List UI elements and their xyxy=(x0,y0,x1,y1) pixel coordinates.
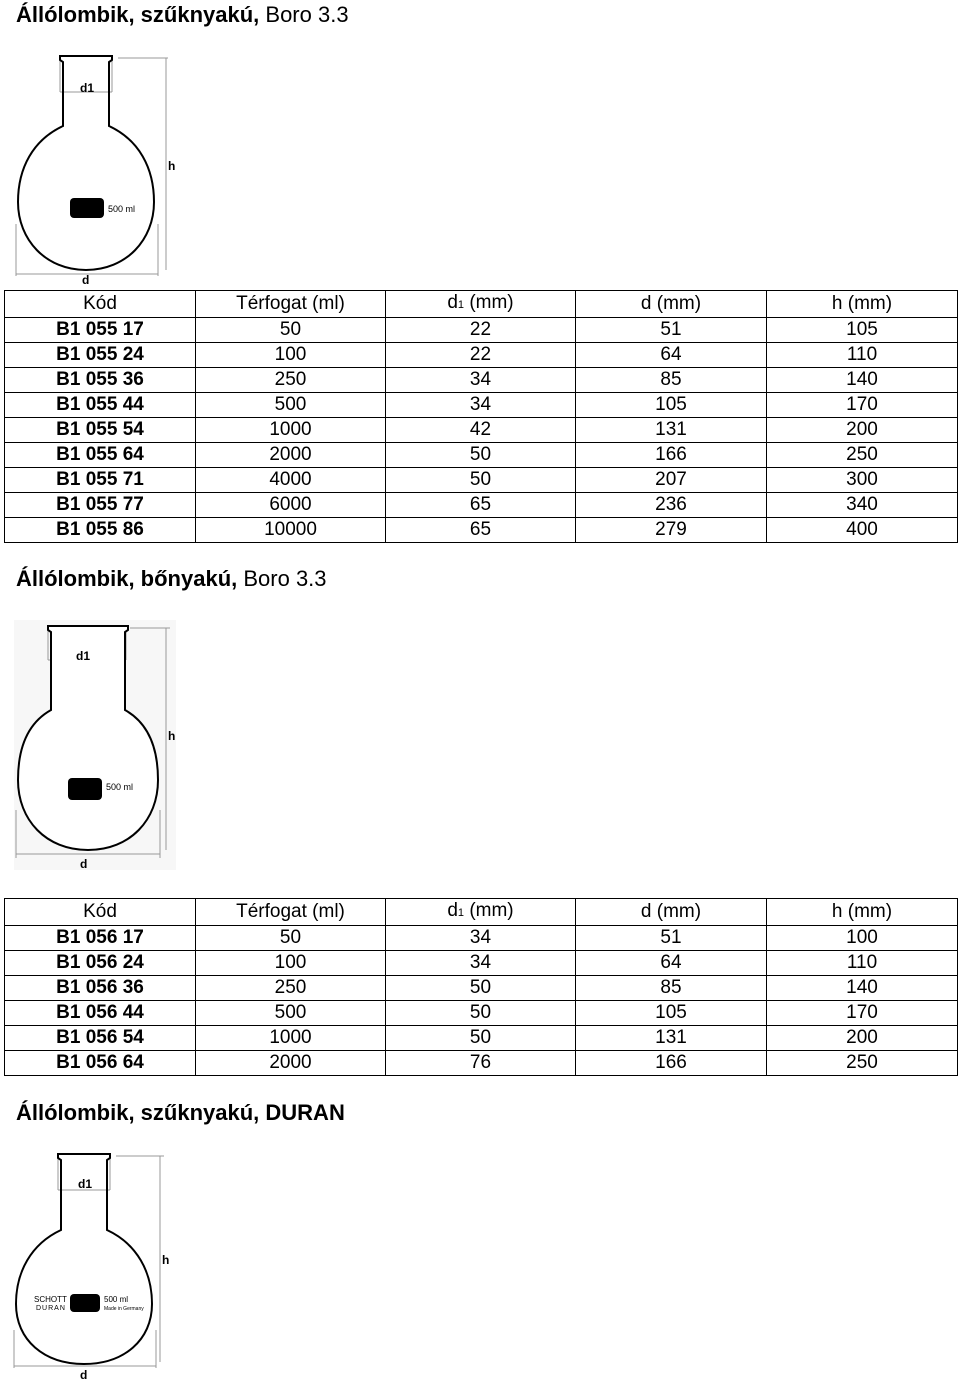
cell-d: 85 xyxy=(576,976,767,1001)
cell-volume: 100 xyxy=(196,951,386,976)
cell-d: 64 xyxy=(576,343,767,368)
table-row xyxy=(5,368,958,393)
data-table-narrow-neck xyxy=(4,290,958,543)
svg-text:h: h xyxy=(168,729,176,743)
data-table-wide-neck xyxy=(4,898,958,1076)
flask-diagram-narrow-neck xyxy=(8,44,188,284)
section-title-2: Állólombik, bőnyakú, Boro 3.3 xyxy=(16,566,327,591)
cell-h: 140 xyxy=(767,368,958,393)
cell-code: B1 055 17 xyxy=(5,318,196,343)
svg-text:500 ml: 500 ml xyxy=(106,782,134,792)
svg-text:DURAN: DURAN xyxy=(36,1305,66,1312)
cell-d1: 50 xyxy=(386,443,576,468)
cell-h: 110 xyxy=(767,951,958,976)
cell-h: 170 xyxy=(767,1001,958,1026)
cell-d: 166 xyxy=(576,1051,767,1076)
table-row xyxy=(5,318,958,343)
flask-diagram-wide-neck xyxy=(14,620,184,870)
cell-volume: 250 xyxy=(196,976,386,1001)
cell-code: B1 055 64 xyxy=(5,443,196,468)
cell-volume: 50 xyxy=(196,318,386,343)
cell-d1: 34 xyxy=(386,393,576,418)
cell-code: B1 056 54 xyxy=(5,1026,196,1051)
cell-volume: 10000 xyxy=(196,518,386,543)
header-code: Kód xyxy=(5,899,196,926)
cell-d1: 34 xyxy=(386,951,576,976)
header-code: Kód xyxy=(5,291,196,318)
cell-d1: 76 xyxy=(386,1051,576,1076)
cell-d: 131 xyxy=(576,418,767,443)
svg-text:SCHOTT: SCHOTT xyxy=(34,1295,67,1304)
table-header-row xyxy=(5,291,958,318)
cell-code: B1 055 44 xyxy=(5,393,196,418)
cell-d: 51 xyxy=(576,318,767,343)
cell-h: 250 xyxy=(767,443,958,468)
cell-code: B1 055 54 xyxy=(5,418,196,443)
cell-h: 100 xyxy=(767,926,958,951)
cell-d1: 34 xyxy=(386,368,576,393)
svg-text:d: d xyxy=(80,1368,88,1380)
cell-d1: 42 xyxy=(386,418,576,443)
flask-diagram-duran xyxy=(6,1150,186,1380)
svg-text:d: d xyxy=(80,857,88,870)
header-volume: Térfogat (ml) xyxy=(196,899,386,926)
table-row xyxy=(5,1001,958,1026)
cell-h: 250 xyxy=(767,1051,958,1076)
table-row xyxy=(5,468,958,493)
cell-code: B1 056 24 xyxy=(5,951,196,976)
header-h: h (mm) xyxy=(767,899,958,926)
cell-volume: 500 xyxy=(196,1001,386,1026)
table-row xyxy=(5,493,958,518)
cell-volume: 250 xyxy=(196,368,386,393)
cell-code: B1 055 77 xyxy=(5,493,196,518)
cell-d: 279 xyxy=(576,518,767,543)
cell-code: B1 056 17 xyxy=(5,926,196,951)
cell-d1: 50 xyxy=(386,1001,576,1026)
cell-volume: 2000 xyxy=(196,1051,386,1076)
header-d1: d1 (mm) xyxy=(386,899,576,926)
cell-h: 170 xyxy=(767,393,958,418)
cell-volume: 1000 xyxy=(196,418,386,443)
cell-code: B1 056 44 xyxy=(5,1001,196,1026)
cell-h: 200 xyxy=(767,418,958,443)
table-row xyxy=(5,951,958,976)
cell-d: 85 xyxy=(576,368,767,393)
cell-d: 131 xyxy=(576,1026,767,1051)
svg-text:500 ml: 500 ml xyxy=(108,204,136,214)
svg-text:Made in Germany: Made in Germany xyxy=(104,1306,144,1312)
cell-d: 236 xyxy=(576,493,767,518)
table-row xyxy=(5,343,958,368)
cell-code: B1 055 36 xyxy=(5,368,196,393)
cell-d: 64 xyxy=(576,951,767,976)
cell-volume: 500 xyxy=(196,393,386,418)
header-d1: d1 (mm) xyxy=(386,291,576,318)
header-d: d (mm) xyxy=(576,899,767,926)
cell-volume: 50 xyxy=(196,926,386,951)
section-title-3: Állólombik, szűknyakú, DURAN xyxy=(16,1100,345,1125)
table-row xyxy=(5,1026,958,1051)
cell-d1: 65 xyxy=(386,493,576,518)
table-row xyxy=(5,926,958,951)
cell-h: 200 xyxy=(767,1026,958,1051)
cell-d1: 65 xyxy=(386,518,576,543)
cell-d1: 50 xyxy=(386,468,576,493)
cell-h: 110 xyxy=(767,343,958,368)
cell-volume: 2000 xyxy=(196,443,386,468)
cell-code: B1 055 86 xyxy=(5,518,196,543)
cell-d1: 22 xyxy=(386,318,576,343)
cell-code: B1 056 36 xyxy=(5,976,196,1001)
cell-d: 166 xyxy=(576,443,767,468)
cell-code: B1 055 24 xyxy=(5,343,196,368)
cell-d1: 50 xyxy=(386,1026,576,1051)
table-row xyxy=(5,976,958,1001)
table-row xyxy=(5,418,958,443)
section-title-1: Állólombik, szűknyakú, Boro 3.3 xyxy=(16,2,349,27)
table-row xyxy=(5,1051,958,1076)
svg-text:d1: d1 xyxy=(80,81,95,95)
header-volume: Térfogat (ml) xyxy=(196,291,386,318)
header-h: h (mm) xyxy=(767,291,958,318)
cell-volume: 6000 xyxy=(196,493,386,518)
svg-text:500 ml: 500 ml xyxy=(104,1295,129,1304)
svg-text:h: h xyxy=(162,1253,170,1267)
table-header-row xyxy=(5,899,958,926)
cell-h: 300 xyxy=(767,468,958,493)
cell-volume: 1000 xyxy=(196,1026,386,1051)
cell-volume: 100 xyxy=(196,343,386,368)
cell-d1: 50 xyxy=(386,976,576,1001)
cell-d: 51 xyxy=(576,926,767,951)
cell-h: 340 xyxy=(767,493,958,518)
table-row xyxy=(5,518,958,543)
cell-d: 207 xyxy=(576,468,767,493)
svg-text:d: d xyxy=(82,273,90,284)
table-row xyxy=(5,443,958,468)
header-d: d (mm) xyxy=(576,291,767,318)
cell-code: B1 056 64 xyxy=(5,1051,196,1076)
cell-h: 105 xyxy=(767,318,958,343)
cell-d1: 34 xyxy=(386,926,576,951)
cell-h: 140 xyxy=(767,976,958,1001)
cell-code: B1 055 71 xyxy=(5,468,196,493)
cell-h: 400 xyxy=(767,518,958,543)
svg-text:h: h xyxy=(168,159,176,173)
cell-d: 105 xyxy=(576,393,767,418)
svg-text:d1: d1 xyxy=(78,1177,93,1191)
table-row xyxy=(5,393,958,418)
cell-d: 105 xyxy=(576,1001,767,1026)
cell-d1: 22 xyxy=(386,343,576,368)
cell-volume: 4000 xyxy=(196,468,386,493)
svg-text:d1: d1 xyxy=(76,649,91,663)
